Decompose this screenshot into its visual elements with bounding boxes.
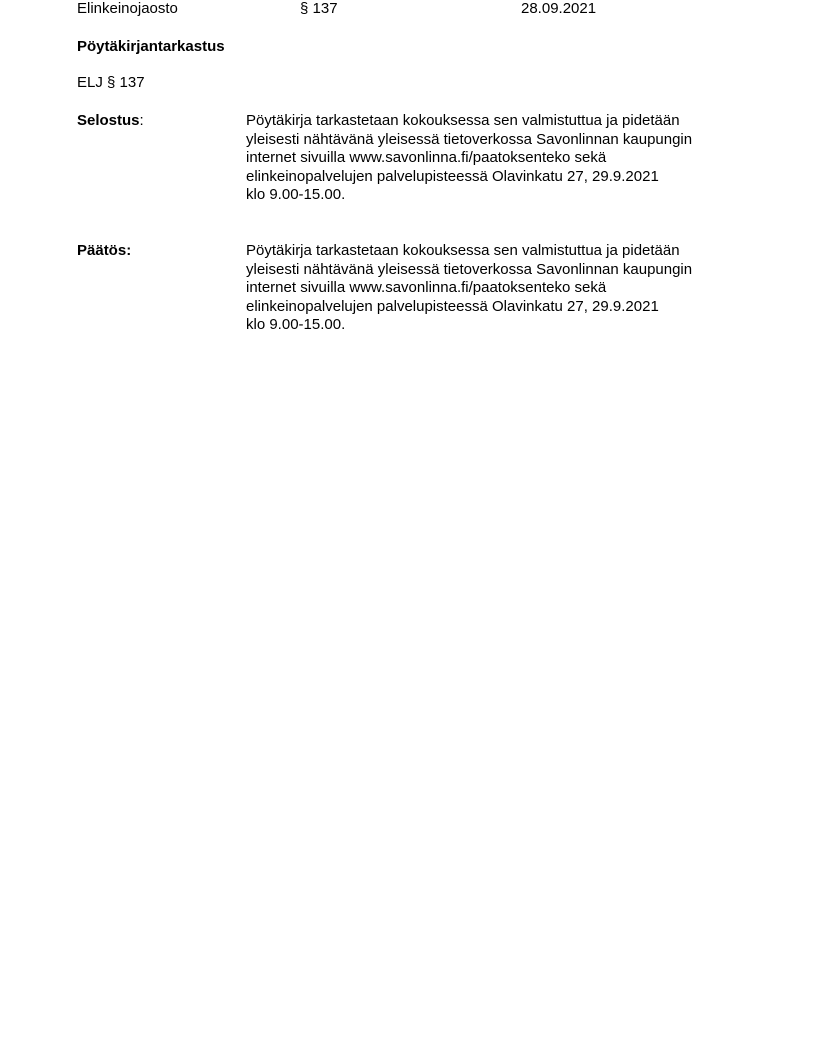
header-committee: Elinkeinojaosto <box>77 0 178 17</box>
paatos-line: Pöytäkirja tarkastetaan kokouksessa sen valmistuttua ja pidetään <box>246 242 680 259</box>
header-section: § 137 <box>300 0 338 17</box>
selostus-label-colon: : <box>139 112 144 129</box>
header-date: 28.09.2021 <box>521 0 597 17</box>
selostus-line: elinkeinopalvelujen palvelupisteessä Olavinkatu 27, 29.9.2021 <box>246 167 659 185</box>
paatos-line: klo 9.00-15.00. <box>246 316 346 333</box>
selostus-line: yleisesti nähtävänä yleisessä tietoverkossa Savonlinnan kaupungin <box>246 130 693 148</box>
document-title: Pöytäkirjantarkastus <box>77 38 225 55</box>
section-reference: ELJ § 137 <box>77 74 145 91</box>
paatos-body <box>246 242 746 335</box>
paatos-line: internet sivuilla www.savonlinna.fi/paatoksenteko sekä <box>246 279 607 296</box>
selostus-label-text: Selostus <box>77 112 140 129</box>
selostus-line: klo 9.00-15.00. <box>246 186 346 203</box>
paatos-line: elinkeinopalvelujen palvelupisteessä Olavinkatu 27, 29.9.2021 <box>246 297 659 315</box>
paatos-line: yleisesti nähtävänä yleisessä tietoverkossa Savonlinnan kaupungin <box>246 260 693 278</box>
selostus-label <box>77 112 144 129</box>
selostus-body <box>246 112 746 205</box>
selostus-line: internet sivuilla www.savonlinna.fi/paatoksenteko sekä <box>246 149 607 166</box>
selostus-line: Pöytäkirja tarkastetaan kokouksessa sen valmistuttua ja pidetään <box>246 112 680 129</box>
paatos-label: Päätös: <box>77 242 132 259</box>
